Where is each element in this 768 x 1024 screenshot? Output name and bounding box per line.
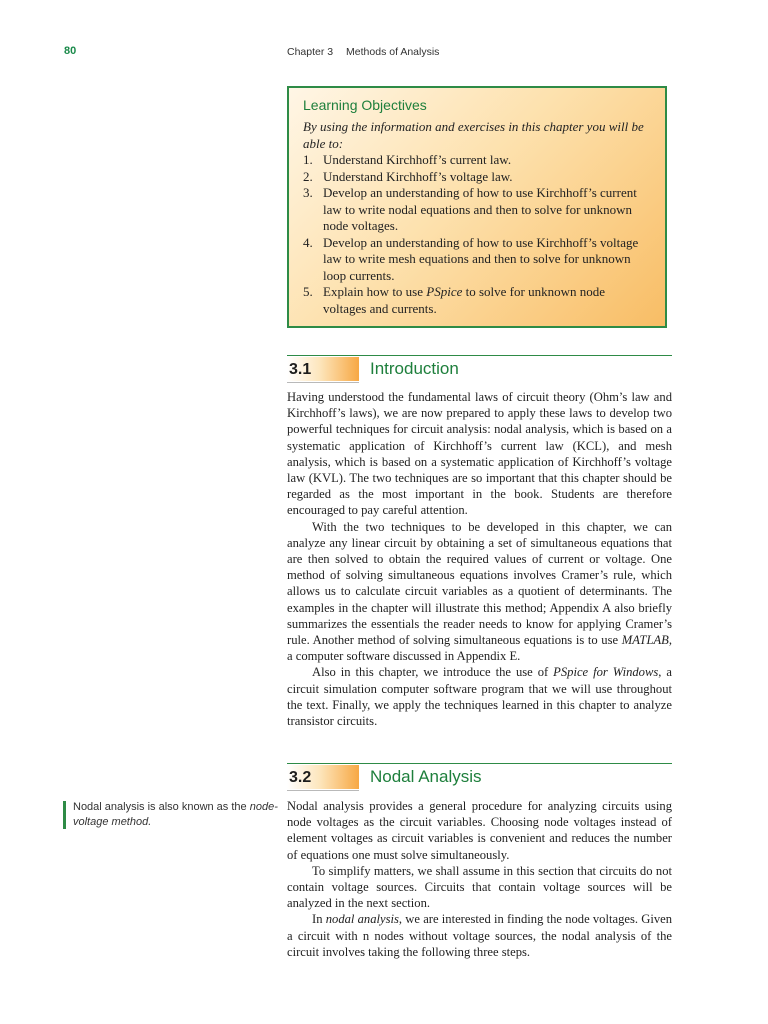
objective-item (303, 235, 651, 285)
pspice-windows-term: PSpice for Windows (553, 665, 659, 680)
margin-note-bar (63, 801, 66, 829)
objective-text: Develop an understanding of how to use Kirchhoff’s current law to write nodal equations and then to solve for unknown node voltages. (323, 185, 637, 233)
chapter-title: Methods of Analysis (346, 46, 440, 58)
running-head (287, 46, 439, 58)
nodal-analysis-term: nodal analysis (325, 912, 399, 927)
paragraph (287, 519, 672, 665)
learning-objectives-intro: By using the information and exercises in this chapter you will be able to: (303, 119, 644, 151)
margin-note-emphasis: node-voltage method. (73, 801, 278, 828)
section-heading-3-1 (287, 355, 672, 383)
paragraph-text: In (312, 912, 326, 927)
objective-text: Understand Kirchhoff’s voltage law. (323, 168, 513, 184)
chapter-label: Chapter 3 (287, 46, 334, 58)
paragraph (287, 911, 672, 960)
objective-number: 3. (303, 185, 313, 200)
paragraph-text: With the two techniques to be developed in this chapter, we can analyze any linear circuit by obtaining a set of simultaneous equations that are then solved to obtain the required values of current or voltage. One method of solving simultaneous equations involves Cramer’s rule, which allows us to calculate circuit variables as a quotient of determinants. The examples in the chapter will illustrate this method; Appendix A also briefly summarizes the essentials the reader needs to know for applying Cramer’s rule. Another method of solving simultaneous equations is to use (287, 519, 672, 648)
objective-number: 4. (303, 234, 313, 250)
pspice-term: PSpice (426, 284, 463, 299)
matlab-term: MATLAB (621, 633, 669, 648)
objective-number: 1. (303, 152, 313, 167)
objective-item (303, 284, 651, 317)
objective-text-part: to solve for unknown node voltages and currents. (323, 284, 605, 316)
objective-item (303, 185, 651, 235)
learning-objectives-list (303, 152, 651, 317)
paragraph: To simplify matters, we shall assume in this section that circuits do not contain voltage sources. Circuits that contain voltage sources will be analyzed in the next section. (287, 863, 672, 911)
learning-objectives-box (287, 86, 667, 328)
paragraph-text: , a computer software discussed in Appendix E. (287, 633, 672, 664)
learning-objectives-title: Learning Objectives (303, 97, 427, 113)
paragraph-text: , we are interested in finding the node voltages. Given a circuit with n nodes without voltage sources, the nodal analysis of the circuit involves taking the following three steps. (287, 912, 673, 959)
section-number: 3.1 (289, 361, 312, 378)
section-title: Nodal Analysis (370, 767, 482, 786)
section-title: Introduction (370, 359, 459, 378)
margin-note-text: Nodal analysis is also known as the (73, 801, 247, 813)
objective-item (303, 169, 651, 186)
objective-text (323, 284, 651, 317)
section-number: 3.2 (289, 769, 312, 786)
objective-text: Understand Kirchhoff’s current law. (323, 152, 512, 167)
objective-text-part: Explain how to use (323, 284, 427, 299)
section-3-1-body (287, 389, 672, 729)
section-rule-bottom (287, 382, 359, 383)
paragraph-text: Also in this chapter, we introduce the use of (312, 665, 554, 680)
objective-item (303, 152, 651, 169)
paragraph (287, 664, 672, 729)
paragraph: Having understood the fundamental laws of circuit theory (Ohm’s law and Kirchhoff’s laws), we are now prepared to apply these laws to develop two powerful techniques for circuit analysis: nodal analysis, which is based on a systematic application of Kirchhoff’s current law (KCL), and mesh analysis, which is based on a systematic application of Kirchhoff’s voltage law (KVL). The two techniques are so important that this chapter should be regarded as the most important in the book. Students are therefore encouraged to pay careful attention. (287, 390, 672, 518)
section-rule (287, 763, 672, 764)
page-number: 80 (64, 45, 77, 57)
paragraph-text: , a circuit simulation computer software program that we will use throughout the text. Finally, we apply the techniques learned in this chapter to analyze transistor circuits. (287, 665, 672, 729)
section-rule-bottom (287, 790, 359, 791)
objective-text: Develop an understanding of how to use Kirchhoff’s voltage law to write mesh equations and then to solve for unknown loop currents. (323, 234, 639, 283)
section-3-2-body (287, 798, 672, 960)
objective-number: 5. (303, 284, 313, 299)
margin-note (63, 800, 283, 830)
section-heading-3-2 (287, 763, 672, 791)
section-rule (287, 355, 672, 356)
objective-number: 2. (303, 168, 313, 184)
paragraph: Nodal analysis provides a general procedure for analyzing circuits using node voltages as the circuit variables. Choosing node voltages instead of element voltages as circuit variables is convenient and reduces the number of equations one must solve simultaneously. (287, 799, 672, 862)
